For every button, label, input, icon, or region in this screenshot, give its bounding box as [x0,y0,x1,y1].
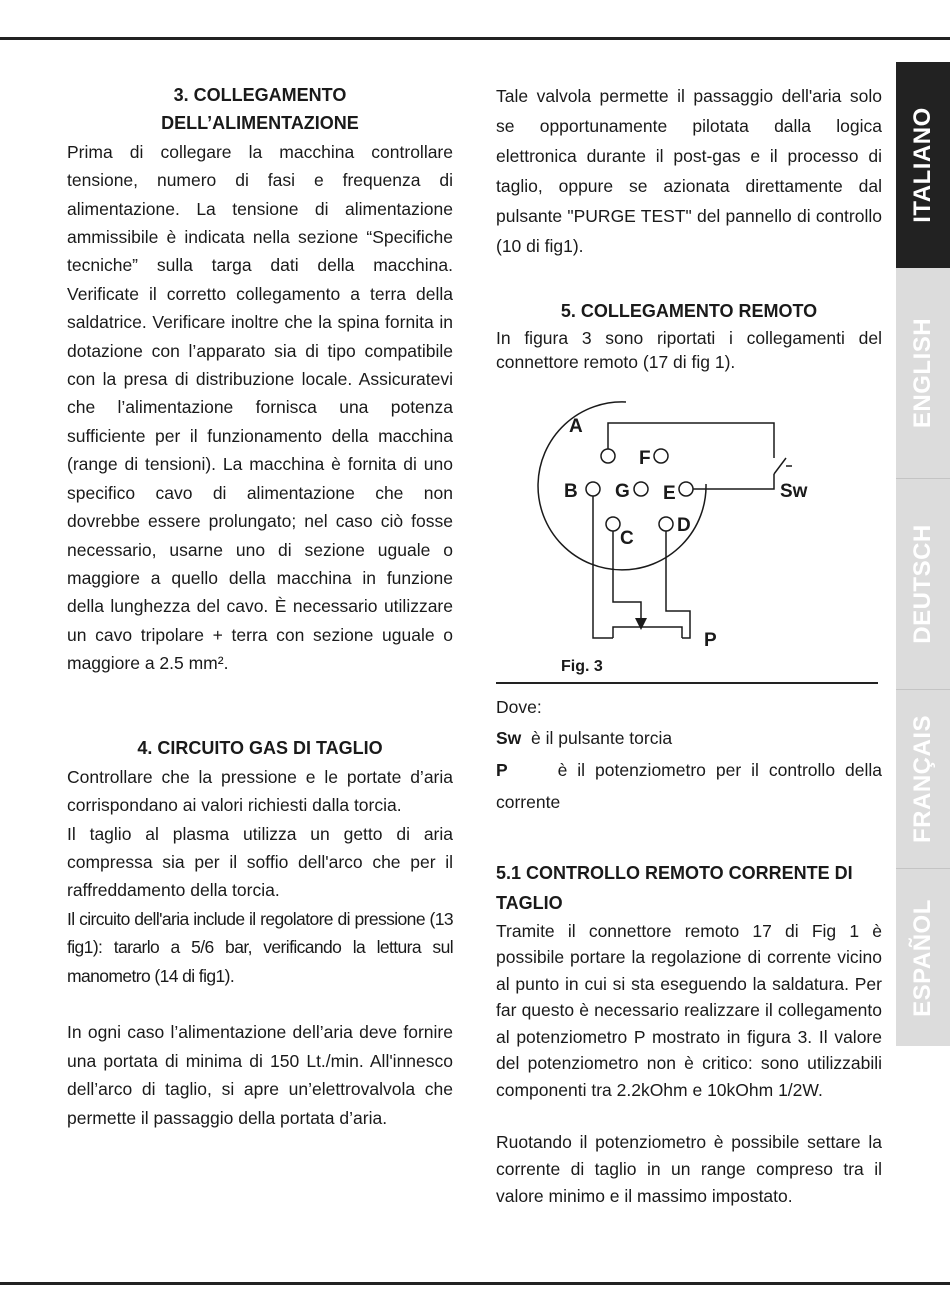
pin-f-circle [654,449,668,463]
wire-e-to-switch [693,474,774,489]
pin-g-label: G [615,480,630,502]
figure-rule [496,682,878,684]
definition-p-text: è il potenziometro per il controllo della corrente [496,759,882,812]
right-column [496,81,882,1210]
pin-b-circle [586,482,600,496]
pin-f-label: F [639,447,651,469]
tab-english-label: ENGLISH [909,317,936,429]
p-label: P [704,629,717,651]
spacer [67,678,453,735]
pin-c-circle [606,517,620,531]
definition-sw [496,723,882,754]
pin-a-circle [601,449,615,463]
pin-d-label: D [677,514,691,536]
definition-p [496,754,882,818]
section-4-paragraph-4: In ogni caso l’alimentazione dell’aria deve fornire una portata di minima di 150 Lt./min. All'innesco dell’arco di taglio, si apre un’elettrovalvola che permette il passaggio della portata d’aria. [67,1022,453,1128]
section-3-body: Prima di collegare la macchina controllare tensione, numero di fasi e frequenza di alimentazione. La tensione di alimentazione ammissibile è indicata nella sezione “Specifiche tecniche” sulla targa dati della macchina. Verificate il corretto collegamento a terra della saldatrice. Verificare inoltre che la spina fornita in dotazione con l’apparato sia di tipo compatibile con la presa di distribuzione locale. Assicuratevi che l’alimentazione fornisca una potenza sufficiente per il funzionamento della macchina (range di tensioni). La macchina è fornita di uno specifico cavo di alimentazione che non dovrebbe essere prolungato; nel caso ciò fosse necessario, usarne uno di sezione uguale o maggiore a quello della macchina in funzione della lunghezza del cavo. È necessario utilizzare un cavo tripolare + terra con sezione uguale o maggiore a 2.5 mm². [67,141,453,674]
section-4-paragraph-2: Il taglio al plasma utilizza un getto di aria compressa sia per il soffio dell'arco che per il raffreddamento della torcia. [67,823,453,901]
section-4-title: 4. CIRCUITO GAS DI TAGLIO [137,738,383,759]
tab-espanol[interactable] [896,869,950,1046]
pin-d-circle [659,517,673,531]
wire-d-to-pot [666,531,690,638]
pin-e-label: E [663,482,676,504]
section-4-paragraph-1: Controllare che la pressione e le portate d’aria corrispondano ai valori richiesti dalla torcia. [67,766,453,816]
remote-connector-diagram [496,374,882,692]
left-column [67,81,453,1132]
tab-english[interactable] [896,268,950,478]
language-sidebar [896,62,950,1046]
potentiometer-body [613,627,682,638]
tab-italiano[interactable] [896,62,950,268]
tab-francais-label: FRANÇAIS [909,715,936,843]
valve-intro: Tale valvola permette il passaggio dell'aria solo se opportunamente pilotata dalla logica elettronica durante il post-gas e il processo di taglio, oppure se azionata direttamente dal pulsante "PURGE TEST" del pannello di controllo (10 di fig1). [496,86,882,256]
switch-blade [774,458,786,474]
pin-c-label: C [620,527,634,549]
definition-sw-term: Sw [496,727,522,748]
top-rule [0,37,950,40]
section-5-body: In figura 3 sono riportati i collegamenti del connettore remoto (17 di fig 1). [496,327,882,372]
section-5-title: 5. COLLEGAMENTO REMOTO [560,301,818,322]
bottom-rule [0,1282,950,1285]
section-5-1-title: 5.1 CONTROLLO REMOTO CORRENTE DI TAGLIO [496,862,853,913]
figure-caption: Fig. 3 [561,657,603,675]
wire-a-to-switch [608,423,774,458]
section-5-1-paragraph-1: Tramite il connettore remoto 17 di Fig 1 è possibile portare la regolazione di corrente vicino al punto in cui si sta eseguendo la saldatura. Per far questo è necessario realizzare il collegamento al potenziometro P mostrato in figura 3. Il valore del potenziometro non è critico: sono utilizzabili componenti tra 2.2kOhm e 10kOhm 1/2W. [496,920,882,1100]
definition-p-term: P [496,759,508,780]
tab-italiano-label: ITALIANO [909,107,937,223]
pin-e-circle [679,482,693,496]
definition-sw-text: è il pulsante torcia [531,727,673,748]
pot-wiper-arrow [635,618,647,630]
tab-deutsch-label: DEUTSCH [909,524,937,644]
pin-a-label: A [569,415,583,437]
section-3-title-line2: DELL’ALIMENTAZIONE [161,113,359,134]
spacer [496,261,882,289]
dove-label: Dove: [496,696,542,717]
sw-label: Sw [780,480,808,502]
figure-3 [496,374,882,692]
spacer [496,1103,882,1129]
pin-b-label: B [564,480,578,502]
tab-deutsch[interactable] [896,479,950,689]
tab-espanol-label: ESPAÑOL [909,898,937,1017]
section-3-title-line1: 3. COLLEGAMENTO [173,85,347,105]
tab-francais[interactable] [896,690,950,868]
pin-g-circle [634,482,648,496]
section-5-1-paragraph-2: Ruotando il potenziometro è possibile settare la corrente di taglio in un range compreso tra il valore minimo e il massimo impostato. [496,1132,882,1207]
section-4-paragraph-3: Il circuito dell'aria include il regolatore di pressione (13 fig1): tararlo a 5/6 bar, verificando la lettura sul manometro (14 di fig1). [67,908,453,986]
spacer [496,818,882,858]
spacer [67,990,453,1018]
